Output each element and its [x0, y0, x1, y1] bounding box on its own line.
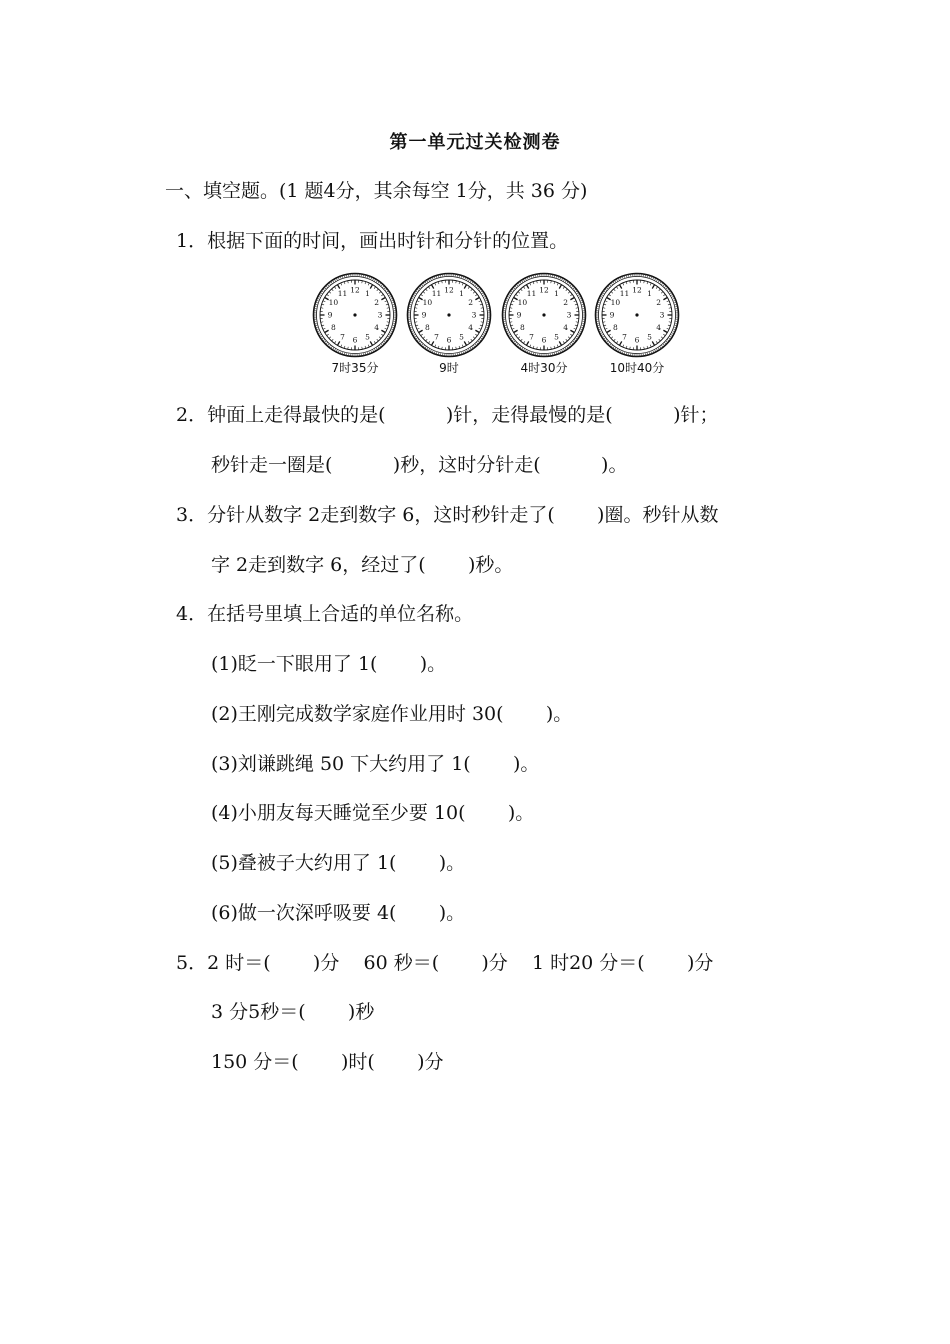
clock-label-2: 9时 — [439, 361, 459, 375]
svg-text:3: 3 — [471, 310, 477, 320]
clock-label-3: 4时30分 — [520, 361, 568, 375]
question-4-item-2: (2)王刚完成数学家庭作业用时 30( )。 — [211, 703, 573, 725]
svg-text:11: 11 — [526, 288, 537, 298]
svg-text:9: 9 — [516, 310, 522, 320]
clock-icon — [594, 272, 680, 358]
svg-text:7: 7 — [340, 332, 345, 342]
svg-text:6: 6 — [352, 335, 358, 345]
svg-text:1: 1 — [647, 288, 652, 298]
svg-text:6: 6 — [446, 335, 452, 345]
clock-label-1: 7时35分 — [331, 361, 379, 375]
svg-text:2: 2 — [374, 298, 380, 308]
svg-text:7: 7 — [622, 332, 627, 342]
svg-text:8: 8 — [519, 323, 525, 333]
svg-text:3: 3 — [377, 310, 383, 320]
svg-text:5: 5 — [365, 332, 370, 342]
svg-text:3: 3 — [659, 310, 665, 320]
svg-text:8: 8 — [612, 323, 618, 333]
question-5-line-3: 150 分＝( )时( )分 — [211, 1051, 444, 1073]
svg-text:2: 2 — [563, 298, 569, 308]
clock-icon — [312, 272, 398, 358]
svg-text:10: 10 — [517, 298, 528, 308]
svg-text:5: 5 — [554, 332, 559, 342]
svg-text:11: 11 — [619, 288, 630, 298]
svg-text:11: 11 — [431, 288, 442, 298]
svg-text:4: 4 — [563, 323, 569, 333]
svg-text:8: 8 — [424, 323, 430, 333]
question-2-line-1: 2．钟面上走得最快的是( )针，走得最慢的是( )针； — [176, 404, 719, 426]
question-5-line-2: 3 分5秒＝( )秒 — [211, 1001, 375, 1023]
clock-icon — [501, 272, 587, 358]
question-4-item-6: (6)做一次深呼吸要 4( )。 — [211, 902, 466, 924]
svg-text:6: 6 — [634, 335, 640, 345]
svg-text:5: 5 — [647, 332, 652, 342]
svg-text:2: 2 — [468, 298, 474, 308]
svg-text:12: 12 — [350, 285, 360, 295]
svg-text:11: 11 — [337, 288, 348, 298]
question-4-item-3: (3)刘谦跳绳 50 下大约用了 1( )。 — [211, 753, 540, 775]
svg-text:2: 2 — [656, 298, 662, 308]
svg-text:3: 3 — [566, 310, 572, 320]
question-1-text: 1．根据下面的时间，画出时针和分针的位置。 — [176, 230, 569, 252]
svg-text:9: 9 — [421, 310, 427, 320]
svg-text:1: 1 — [365, 288, 370, 298]
section-heading: 一、填空题。(1 题4分，其余每空 1分，共 36 分) — [165, 180, 588, 202]
page-title: 第一单元过关检测卷 — [389, 132, 561, 153]
svg-text:9: 9 — [609, 310, 615, 320]
svg-text:10: 10 — [328, 298, 339, 308]
clock-faces-group — [312, 272, 684, 380]
svg-text:7: 7 — [434, 332, 439, 342]
svg-text:10: 10 — [422, 298, 433, 308]
svg-text:5: 5 — [459, 332, 464, 342]
clock-icon — [406, 272, 492, 358]
clock-label-4: 10时40分 — [609, 361, 665, 375]
clock-face-4[interactable] — [594, 272, 680, 375]
question-4-item-4: (4)小朋友每天睡觉至少要 10( )。 — [211, 802, 535, 824]
question-4-item-1: (1)眨一下眼用了 1( )。 — [211, 653, 447, 675]
svg-text:10: 10 — [610, 298, 621, 308]
svg-text:12: 12 — [444, 285, 454, 295]
svg-text:1: 1 — [459, 288, 464, 298]
question-3-line-2: 字 2走到数字 6，经过了( )秒。 — [211, 554, 514, 576]
svg-text:1: 1 — [554, 288, 559, 298]
svg-text:4: 4 — [656, 323, 662, 333]
svg-text:4: 4 — [468, 323, 474, 333]
svg-text:8: 8 — [330, 323, 336, 333]
question-4-text: 4．在括号里填上合适的单位名称。 — [176, 603, 474, 625]
svg-text:12: 12 — [539, 285, 549, 295]
svg-text:9: 9 — [327, 310, 333, 320]
question-3-line-1: 3．分针从数字 2走到数字 6，这时秒针走了( )圈。秒针从数 — [176, 504, 719, 526]
clock-face-3[interactable] — [501, 272, 587, 375]
svg-text:7: 7 — [529, 332, 534, 342]
question-5-line-1: 5．2 时＝( )分 60 秒＝( )分 1 时20 分＝( )分 — [176, 952, 714, 974]
svg-text:4: 4 — [374, 323, 380, 333]
question-4-item-5: (5)叠被子大约用了 1( )。 — [211, 852, 466, 874]
svg-text:6: 6 — [541, 335, 547, 345]
clock-face-1[interactable] — [312, 272, 398, 375]
svg-text:12: 12 — [632, 285, 642, 295]
clock-face-2[interactable] — [406, 272, 492, 375]
question-2-line-2: 秒针走一圈是( )秒，这时分针走( )。 — [211, 454, 628, 476]
